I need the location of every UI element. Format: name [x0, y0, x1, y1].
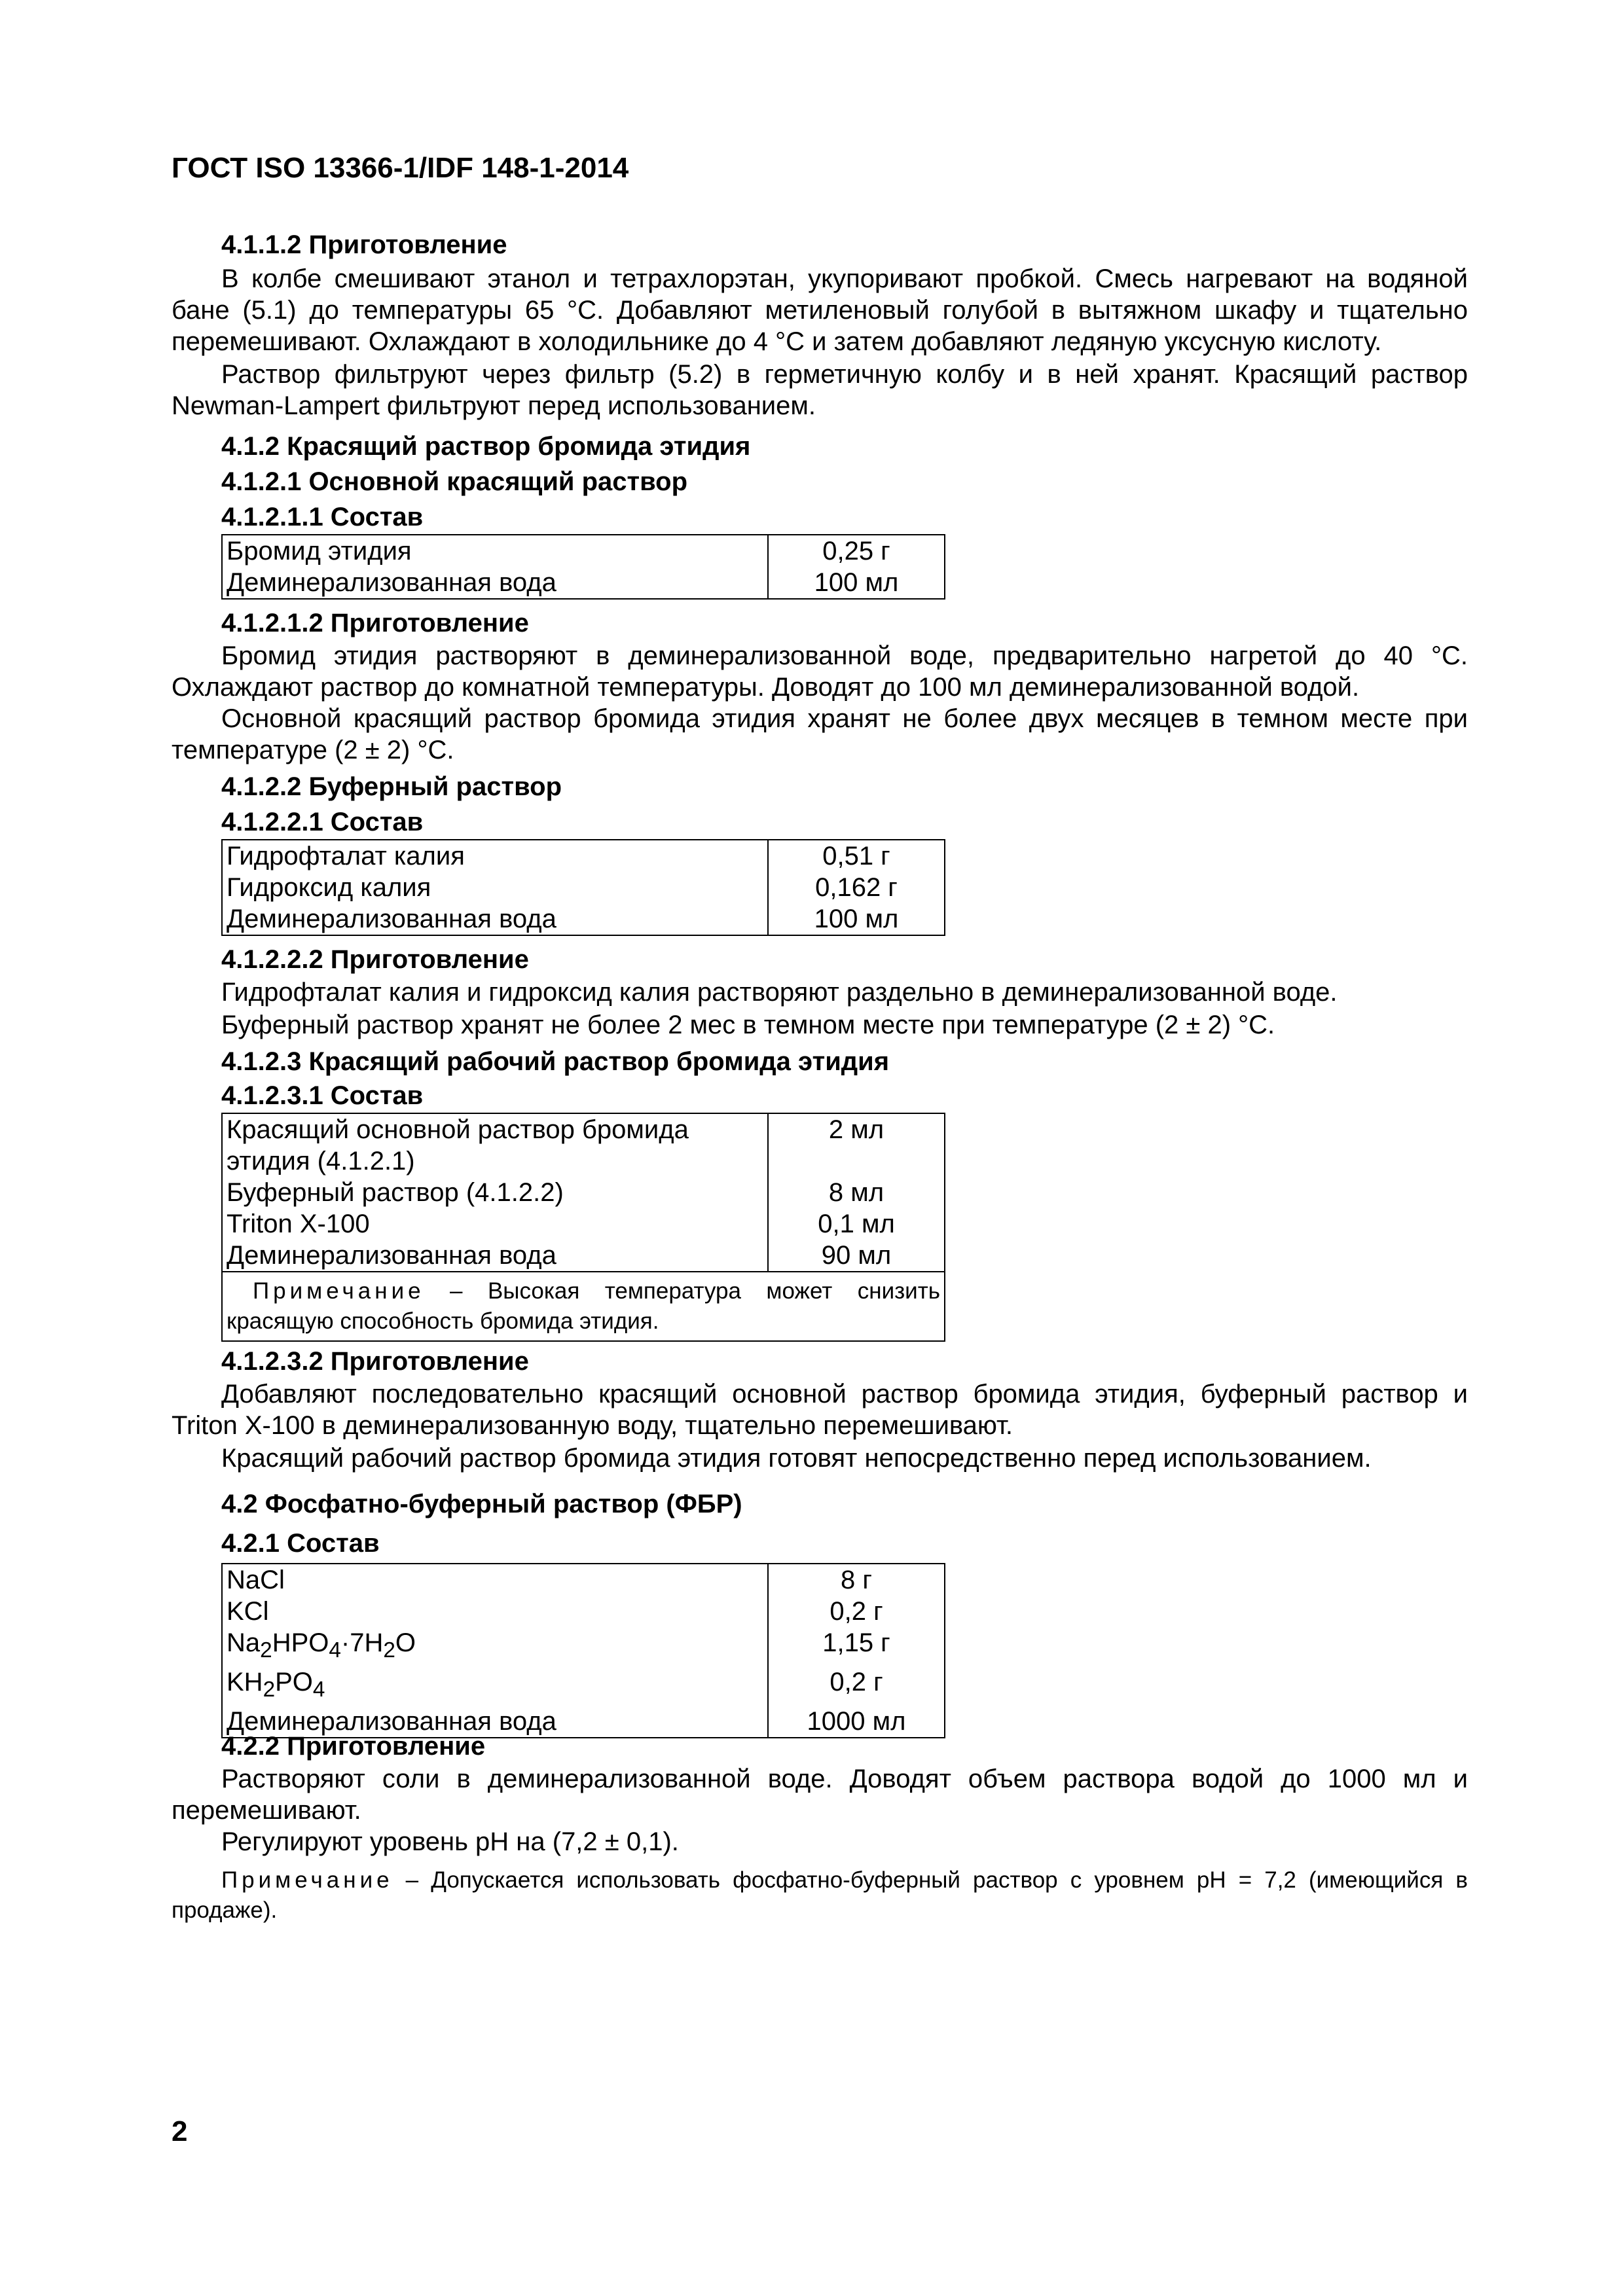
note-label: Примечание	[221, 1867, 393, 1893]
table-cell-qty: 0,162 г	[768, 872, 945, 903]
table-cell-name: Деминерализованная вода	[222, 567, 768, 599]
composition-table-ethidium-stock	[221, 534, 945, 600]
heading-4-2-1: 4.2.1 Состав	[221, 1529, 380, 1558]
table-cell-qty: 100 мл	[768, 567, 945, 599]
document-header: ГОСТ ISO 13366-1/IDF 148-1-2014	[172, 152, 629, 184]
paragraph: В колбе смешивают этанол и тетрахлорэтан, укупоривают пробкой. Смесь нагревают на водяной бане (5.1) до температуры 65 °С. Добавляют метиленовый голубой в вытяжном шкафу и тщательно перемешивают. Охлаждают в холодильнике до 4 °С и затем добавляют ледяную уксусную кислоту.	[172, 264, 1468, 356]
heading-4-1-1-2: 4.1.1.2 Приготовление	[221, 230, 507, 259]
paragraph: Раствор фильтруют через фильтр (5.2) в герметичную колбу и в ней хранят. Красящий раствор Newman-Lampert фильтруют перед использованием.	[172, 360, 1468, 420]
heading-4-1-2-3-2: 4.1.2.3.2 Приготовление	[221, 1347, 529, 1376]
table-cell-name: Буферный раствор (4.1.2.2)	[222, 1177, 768, 1208]
table-cell-name: Деминерализованная вода	[222, 1240, 768, 1272]
table-cell-qty: 1,15 г	[768, 1627, 945, 1666]
table-row	[222, 1177, 945, 1208]
heading-4-1-2-2-1: 4.1.2.2.1 Состав	[221, 808, 424, 836]
table-cell-name: Деминерализованная вода	[222, 903, 768, 935]
table-row	[222, 1240, 945, 1272]
table-cell-qty: 8 г	[768, 1564, 945, 1596]
composition-table-buffer	[221, 839, 945, 936]
table-cell-name: KCl	[222, 1596, 768, 1627]
table-row	[222, 1596, 945, 1627]
heading-4-2-2: 4.2.2 Приготовление	[221, 1732, 486, 1761]
composition-table-pbs	[221, 1563, 945, 1738]
heading-4-2: 4.2 Фосфатно-буферный раствор (ФБР)	[221, 1490, 742, 1518]
paragraph: Добавляют последовательно красящий основной раствор бромида этидия, буферный раствор и Triton X-100 в деминерализованную воду, тщательно перемешивают.	[172, 1380, 1468, 1440]
table-cell-name: Гидроксид калия	[222, 872, 768, 903]
table-cell-name: Triton X-100	[222, 1208, 768, 1240]
table-row	[222, 903, 945, 935]
heading-4-1-2-1-1: 4.1.2.1.1 Состав	[221, 503, 424, 531]
heading-4-1-2-2: 4.1.2.2 Буферный раствор	[221, 772, 562, 801]
table-cell-qty: 2 мл	[768, 1113, 945, 1177]
table-cell-name: NaCl	[222, 1564, 768, 1596]
table-row	[222, 1208, 945, 1240]
table-cell-qty: 100 мл	[768, 903, 945, 935]
table-cell-name: Бромид этидия	[222, 535, 768, 567]
composition-table-working-solution	[221, 1113, 945, 1342]
table-row	[222, 872, 945, 903]
table-cell-name: Гидрофталат калия	[222, 840, 768, 872]
text-line: Красящий рабочий раствор бромида этидия готовят непосредственно перед использованием.	[221, 1444, 1372, 1473]
table-cell-qty: 0,1 мл	[768, 1208, 945, 1240]
table-cell-qty: 0,2 г	[768, 1596, 945, 1627]
table-row	[222, 1627, 945, 1666]
heading-4-1-2-1: 4.1.2.1 Основной красящий раствор	[221, 467, 688, 496]
table-cell-name: Красящий основной раствор бромида этидия (4.1.2.1)	[222, 1113, 768, 1177]
table-row	[222, 1113, 945, 1177]
page-number: 2	[172, 2115, 188, 2147]
paragraph: Бромид этидия растворяют в деминерализованной воде, предварительно нагретой до 40 °С. Охлаждают раствор до комнатной температуры. Доводят до 100 мл деминерализованной водой.	[172, 641, 1468, 702]
table-cell-qty: 8 мл	[768, 1177, 945, 1208]
heading-4-1-2-2-2: 4.1.2.2.2 Приготовление	[221, 945, 529, 974]
note-text: – Допускается использовать фосфатно-буферный раствор с уровнем pH = 7,2 (имеющийся в продаже).	[172, 1867, 1468, 1923]
table-row	[222, 1666, 945, 1706]
table-cell-name: Деминерализованная вода	[222, 1706, 768, 1738]
heading-4-1-2-3-1: 4.1.2.3.1 Состав	[221, 1081, 424, 1110]
table-note-row	[222, 1272, 945, 1341]
note-text: – Высокая температура может снизить красящую способность бромида этидия.	[227, 1278, 940, 1334]
table-cell-name: $KH_2PO_4$	[222, 1666, 768, 1706]
table-row	[222, 535, 945, 567]
table-row	[222, 1564, 945, 1596]
heading-4-1-2: 4.1.2 Красящий раствор бромида этидия	[221, 432, 751, 461]
heading-4-1-2-3: 4.1.2.3 Красящий рабочий раствор бромида этидия	[221, 1047, 890, 1076]
paragraph: Основной красящий раствор бромида этидия хранят не более двух месяцев в темном месте при температуре (2 ± 2) °С.	[172, 704, 1468, 764]
table-note	[222, 1272, 945, 1341]
paragraph: Растворяют соли в деминерализованной воде. Доводят объем раствора водой до 1000 мл и перемешивают.	[172, 1765, 1468, 1825]
text-line: Буферный раствор хранят не более 2 мес в темном месте при температуре (2 ± 2) °С.	[221, 1011, 1275, 1039]
table-cell-qty: 1000 мл	[768, 1706, 945, 1738]
note-label: Примечание	[253, 1278, 425, 1304]
table-cell-qty: 0,2 г	[768, 1666, 945, 1706]
table-cell-qty: 0,51 г	[768, 840, 945, 872]
table-row	[222, 840, 945, 872]
table-cell-name: $Na_2HPO_4\cdot 7H_2O$	[222, 1627, 768, 1666]
table-cell-qty: 90 мл	[768, 1240, 945, 1272]
table-row	[222, 567, 945, 599]
text-line: Гидрофталат калия и гидроксид калия растворяют раздельно в деминерализованной воде.	[221, 978, 1338, 1007]
text-line: Регулируют уровень pH на (7,2 ± 0,1).	[221, 1827, 679, 1856]
heading-4-1-2-1-2: 4.1.2.1.2 Приготовление	[221, 609, 529, 637]
note-paragraph	[172, 1865, 1468, 1926]
table-cell-qty: 0,25 г	[768, 535, 945, 567]
